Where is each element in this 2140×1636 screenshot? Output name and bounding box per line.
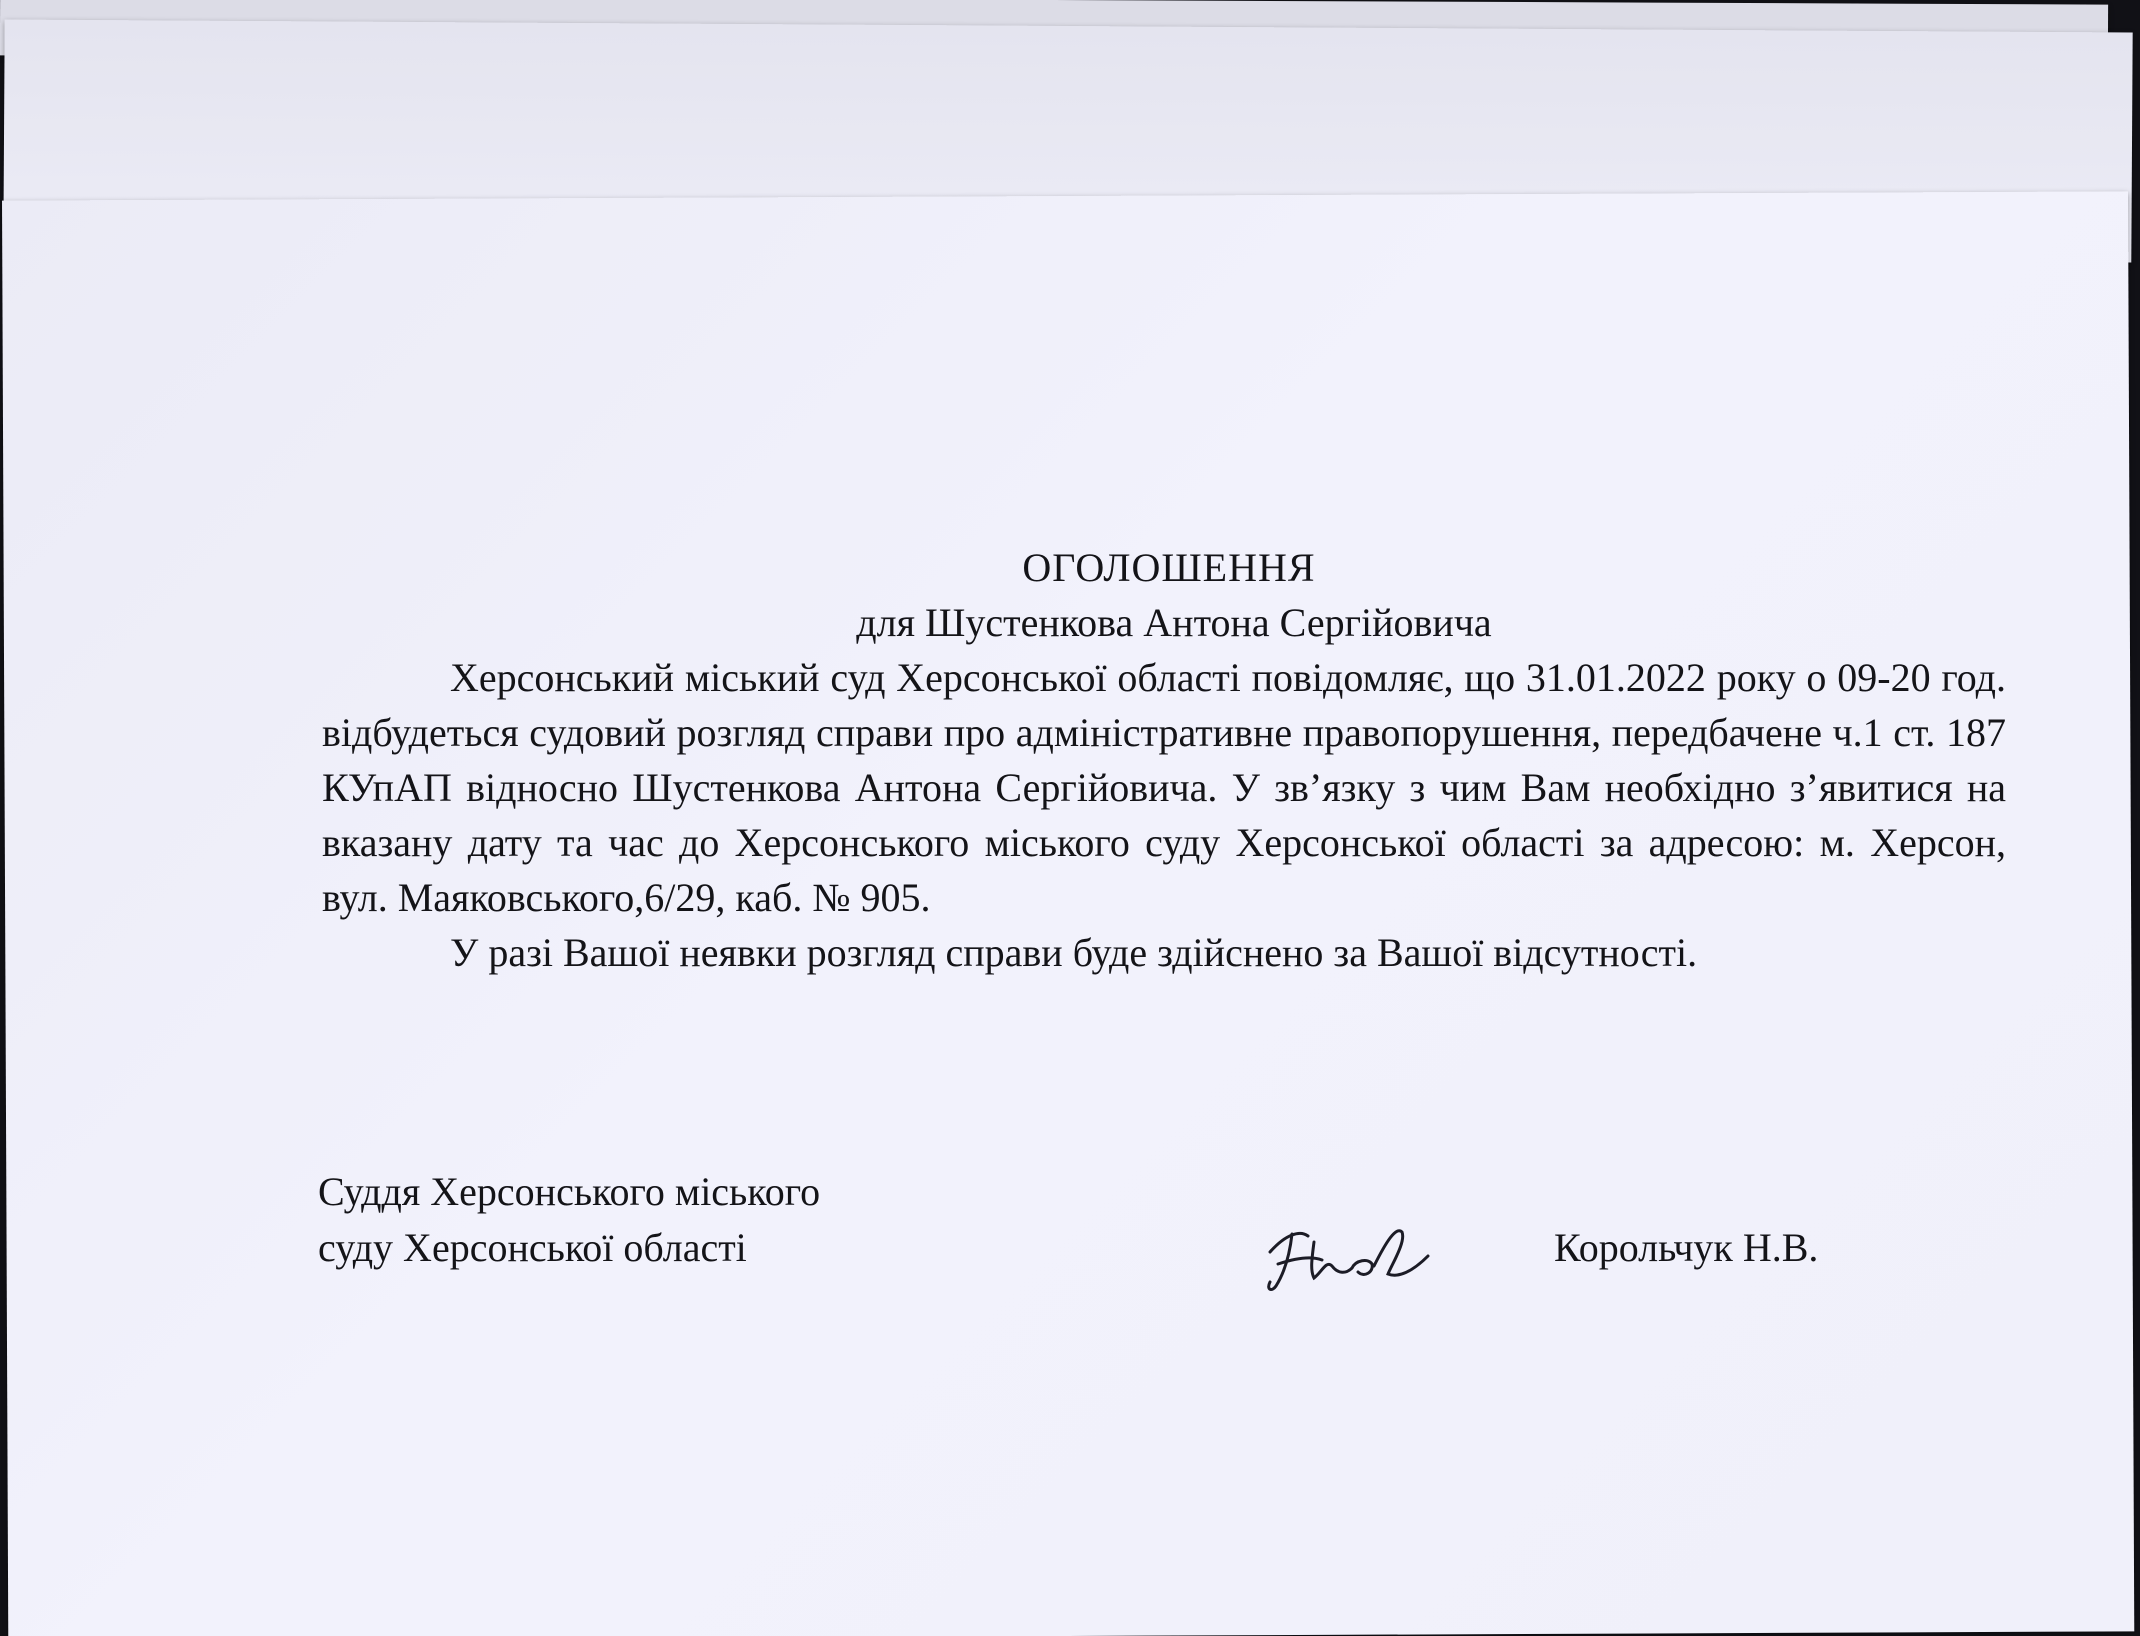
judge-name: Корольчук Н.В. [1554,1225,1819,1270]
document-title: ОГОЛОШЕННЯ [1022,545,1316,590]
judge-position-line-1: Суддя Херсонського міського [318,1169,821,1214]
document-paragraph-2: У разі Вашої неявки розгляд справи буде здійснено за Вашої відсутності. [450,930,1698,975]
document-paragraph-1: Херсонський міський суд Херсонської області повідомляє, що 31.01.2022 року о 09-20 год. відбудеться судовий розгляд справи про адміністративне правопорушення, передбачене ч.1 ст. 187 КУпАП відносно Шустенкова Антона Сергійовича. У зв’язку з чим Вам необхідно з’явитися на вказану дату та час до Херсонського міського суду Херсонської області за адресою: м. Херсон, вул. Маяковського,6/29, каб. № 905. [322,655,2006,920]
signature-block [318,1164,2018,1304]
document-addressee: для Шустенкова Антона Сергійовича [856,600,1492,645]
handwritten-signature-icon [1256,1212,1436,1302]
judge-position [318,1164,820,1276]
judge-position-line-2: суду Херсонської області [318,1225,747,1270]
announcement-document [322,540,2006,980]
